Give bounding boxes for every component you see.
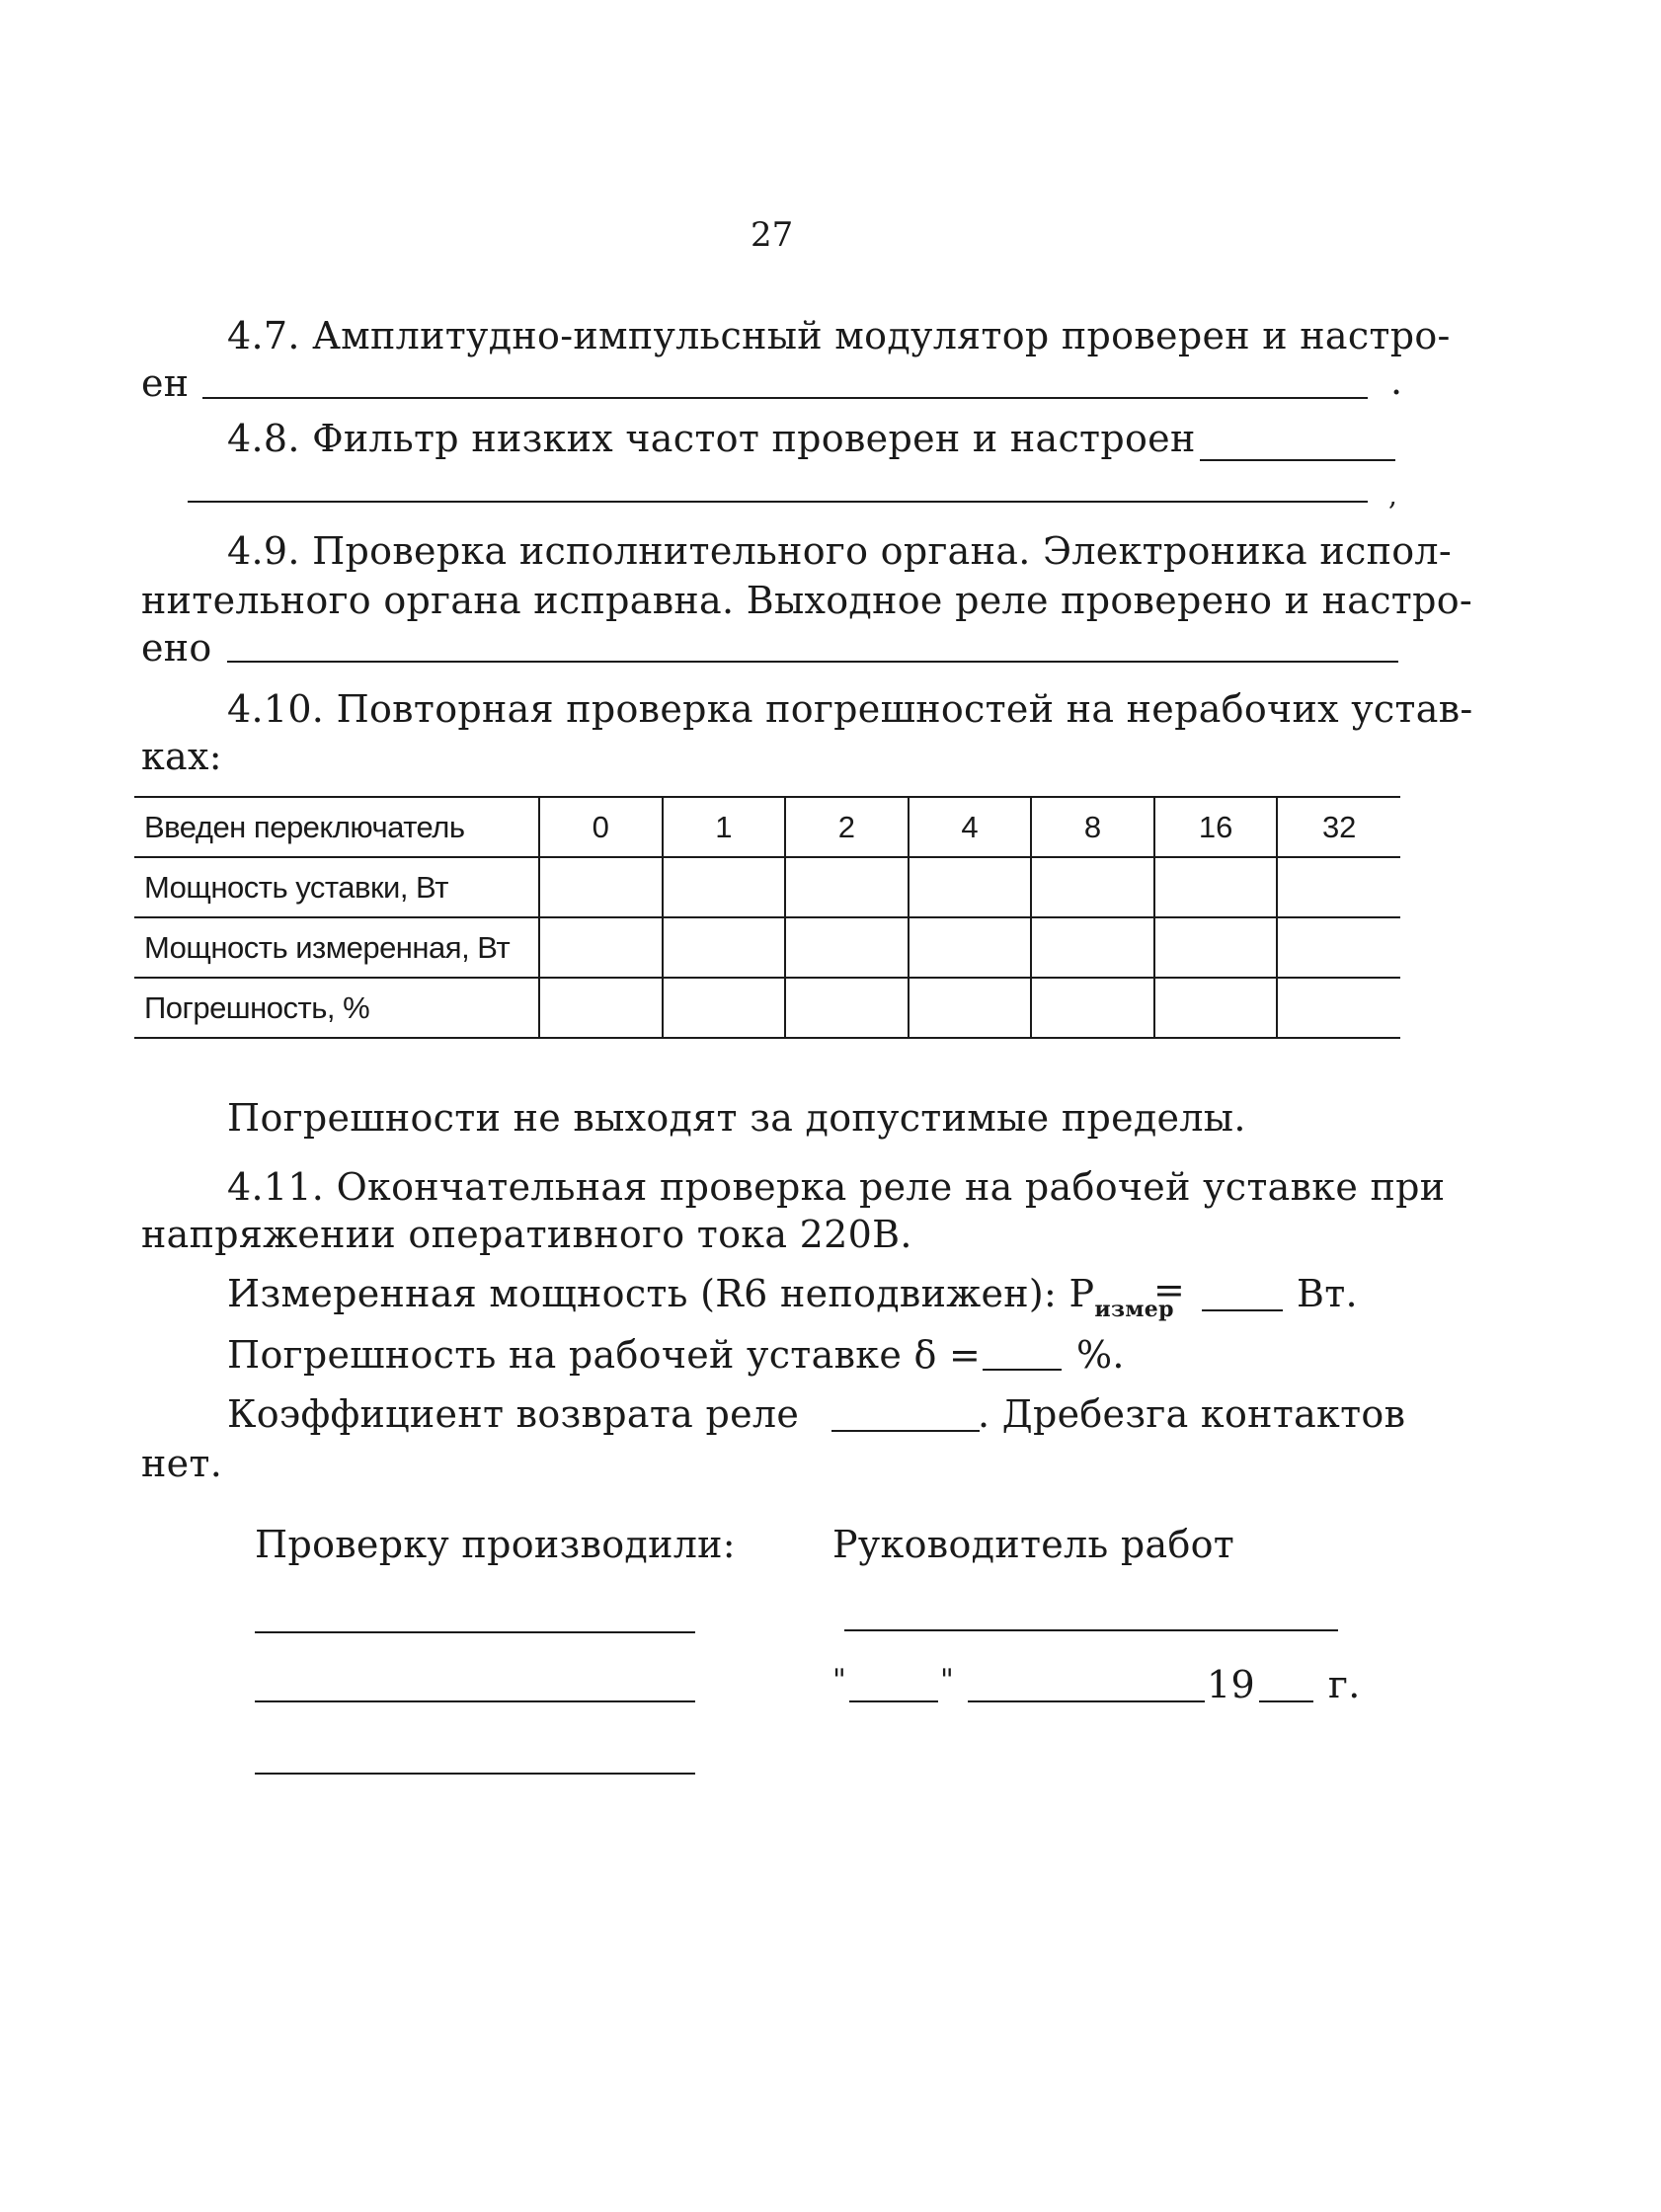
table-column-header: 8 xyxy=(1031,797,1154,857)
measured-power-subscript: измер xyxy=(1094,1297,1174,1322)
table-cell[interactable] xyxy=(785,917,909,978)
return-coef-line2: нет. xyxy=(141,1442,223,1485)
item-4-10-line1: 4.10. Повторная проверка погрешностей на нерабочих устав- xyxy=(227,687,1473,731)
working-error-unit: %. xyxy=(1076,1333,1125,1377)
table-column-header: 32 xyxy=(1277,797,1400,857)
table-row xyxy=(134,917,1400,978)
item-4-10-line2: ках: xyxy=(141,735,222,778)
item-4-8-fill-line-1[interactable] xyxy=(1200,459,1395,461)
table-cell[interactable] xyxy=(663,857,786,917)
item-4-7-fill-line[interactable] xyxy=(202,397,1368,399)
item-4-11-line1: 4.11. Окончательная проверка реле на рабочей уставке при xyxy=(227,1165,1446,1209)
item-4-7-end: . xyxy=(1390,359,1403,403)
table-cell[interactable] xyxy=(663,917,786,978)
item-4-8-fill-line-2[interactable] xyxy=(188,501,1368,503)
table-column-header: 2 xyxy=(785,797,909,857)
table-cell[interactable] xyxy=(1031,917,1154,978)
date-quote-close: " xyxy=(940,1663,955,1698)
table-cell[interactable] xyxy=(539,917,663,978)
date-year-line[interactable] xyxy=(1259,1700,1313,1702)
item-4-9-line3: ено xyxy=(141,626,212,670)
checked-by-label: Проверку производили: xyxy=(255,1523,736,1566)
table-header-label: Введен переключатель xyxy=(134,797,539,857)
measured-power-fill-line[interactable] xyxy=(1202,1309,1283,1311)
item-4-7-line1: 4.7. Амплитудно-импульсный модулятор проверен и настро- xyxy=(227,314,1451,357)
measured-power-unit: Вт. xyxy=(1297,1272,1358,1315)
item-4-8-end: , xyxy=(1388,479,1398,512)
table-row-label: Погрешность, % xyxy=(134,978,539,1038)
table-cell[interactable] xyxy=(539,978,663,1038)
table-column-header: 16 xyxy=(1154,797,1278,857)
signature-line-3[interactable] xyxy=(255,1773,695,1775)
table-column-header: 4 xyxy=(909,797,1032,857)
page-number: 27 xyxy=(751,215,794,255)
table-row-label: Мощность уставки, Вт xyxy=(134,857,539,917)
item-4-9-line1: 4.9. Проверка исполнительного органа. Электроника испол- xyxy=(227,529,1452,573)
table-column-header: 1 xyxy=(663,797,786,857)
date-year-suffix: г. xyxy=(1328,1663,1361,1706)
return-coef-suffix: . Дребезга контактов xyxy=(978,1392,1406,1436)
table-cell[interactable] xyxy=(1154,857,1278,917)
results-table xyxy=(134,796,1400,1039)
measured-power-equals: = xyxy=(1153,1268,1186,1311)
table-column-header: 0 xyxy=(539,797,663,857)
table-cell[interactable] xyxy=(1031,857,1154,917)
date-quote-open: " xyxy=(832,1663,847,1698)
table-row xyxy=(134,978,1400,1038)
table-cell[interactable] xyxy=(663,978,786,1038)
errors-note: Погрешности не выходят за допустимые пределы. xyxy=(227,1096,1246,1140)
working-error-fill-line[interactable] xyxy=(983,1369,1062,1371)
signature-line-1[interactable] xyxy=(255,1631,695,1633)
head-signature-line[interactable] xyxy=(844,1629,1338,1631)
table-cell[interactable] xyxy=(785,857,909,917)
table-row xyxy=(134,857,1400,917)
table-cell[interactable] xyxy=(1277,917,1400,978)
table-cell[interactable] xyxy=(1031,978,1154,1038)
table-cell[interactable] xyxy=(539,857,663,917)
return-coef-label: Коэффициент возврата реле xyxy=(227,1392,800,1436)
table-cell[interactable] xyxy=(909,917,1032,978)
table-row-label: Мощность измеренная, Вт xyxy=(134,917,539,978)
date-month-line[interactable] xyxy=(968,1700,1205,1702)
measured-power-label xyxy=(227,1270,1174,1333)
date-year-prefix: 19 xyxy=(1207,1663,1255,1706)
date-day-line[interactable] xyxy=(849,1700,938,1702)
item-4-9-fill-line[interactable] xyxy=(227,661,1398,663)
head-label: Руководитель работ xyxy=(832,1523,1235,1566)
table-cell[interactable] xyxy=(1154,917,1278,978)
measured-power-prefix: Измеренная мощность (R6 неподвижен): P xyxy=(227,1272,1095,1315)
table-header-row xyxy=(134,797,1400,857)
item-4-9-line2: нительного органа исправна. Выходное реле проверено и настро- xyxy=(141,579,1473,622)
table-cell[interactable] xyxy=(909,857,1032,917)
table-cell[interactable] xyxy=(785,978,909,1038)
item-4-7-line2: ен xyxy=(141,361,190,405)
item-4-8-text: 4.8. Фильтр низких частот проверен и настроен xyxy=(227,417,1196,460)
table-cell[interactable] xyxy=(1277,857,1400,917)
return-coef-fill-line[interactable] xyxy=(831,1430,980,1432)
table-cell[interactable] xyxy=(909,978,1032,1038)
table-cell[interactable] xyxy=(1154,978,1278,1038)
table-cell[interactable] xyxy=(1277,978,1400,1038)
item-4-11-line2: напряжении оперативного тока 220В. xyxy=(141,1213,912,1256)
signature-line-2[interactable] xyxy=(255,1700,695,1702)
working-error-label: Погрешность на рабочей уставке δ = xyxy=(227,1333,982,1377)
